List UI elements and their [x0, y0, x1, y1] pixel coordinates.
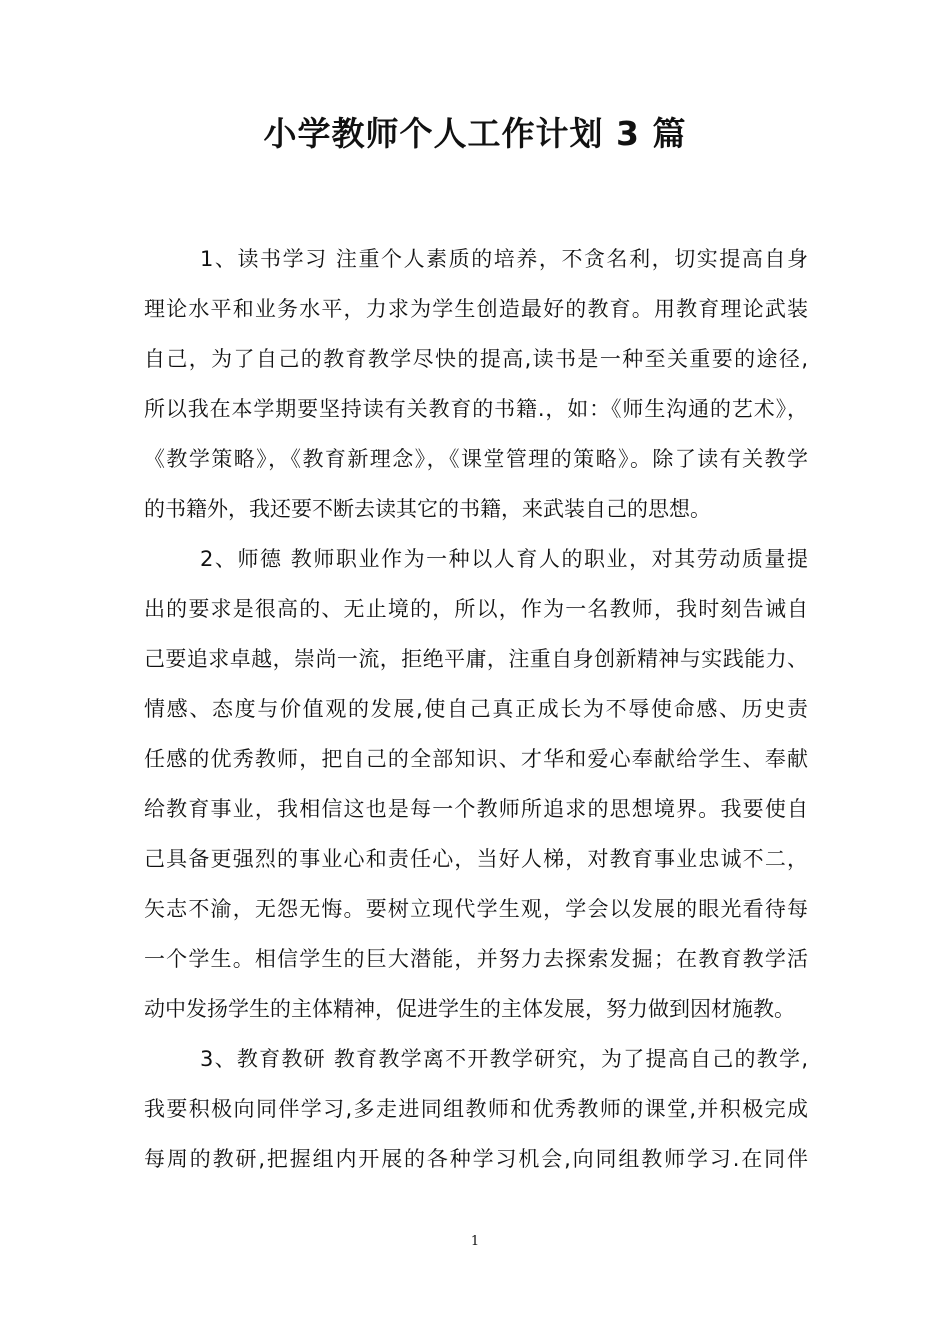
- paragraph-line: 动中发扬学生的主体精神，促进学生的主体发展，努力做到因材施教。: [144, 997, 795, 1021]
- document-title: 小学教师个人工作计划 3 篇: [263, 114, 687, 153]
- paragraph-line: 情感、态度与价值观的发展,使自己真正成长为不辱使命感、历史责: [144, 697, 808, 721]
- paragraph-line: 《教学策略》，《教育新理念》，《课堂管理的策略》。除了读有关教学: [144, 447, 808, 471]
- paragraph-line: 己具备更强烈的事业心和责任心，当好人梯，对教育事业忠诚不二，: [144, 847, 808, 871]
- paragraph-line: 一个学生。相信学生的巨大潜能，并努力去探索发掘；在教育教学活: [144, 947, 808, 971]
- paragraph-line: 矢志不渝，无怨无悔。要树立现代学生观，学会以发展的眼光看待每: [144, 897, 808, 921]
- paragraph-line: 所以我在本学期要坚持读有关教育的书籍.，如：《师生沟通的艺术》，: [144, 397, 808, 421]
- paragraph-line: 己要追求卓越，崇尚一流，拒绝平庸，注重自身创新精神与实践能力、: [144, 647, 808, 671]
- paragraph-line: 给教育事业，我相信这也是每一个教师所追求的思想境界。我要使自: [144, 797, 808, 821]
- paragraph-line: 我要积极向同伴学习,多走进同组教师和优秀教师的课堂,并积极完成: [144, 1097, 808, 1121]
- page-number: 1: [470, 1234, 480, 1249]
- paragraph-line: 的书籍外，我还要不断去读其它的书籍，来武装自己的思想。: [144, 497, 711, 521]
- paragraph-line: 每周的教研,把握组内开展的各种学习机会,向同组教师学习.在同伴: [144, 1147, 808, 1171]
- paragraph-line: 任感的优秀教师，把自己的全部知识、才华和爱心奉献给学生、奉献: [144, 747, 808, 771]
- document-body: [144, 234, 808, 1184]
- paragraph-line: 1、读书学习 注重个人素质的培养，不贪名利，切实提高自身: [200, 247, 808, 271]
- paragraph-line: 出的要求是很高的、无止境的，所以，作为一名教师，我时刻告诫自: [144, 597, 808, 621]
- paragraph-line: 理论水平和业务水平，力求为学生创造最好的教育。用教育理论武装: [144, 297, 808, 321]
- paragraph-line: 2、师德 教师职业作为一种以人育人的职业，对其劳动质量提: [200, 547, 808, 571]
- paragraph-line: 3、教育教研 教育教学离不开教学研究，为了提高自己的教学,: [200, 1047, 808, 1071]
- paragraph-line: 自己，为了自己的教育教学尽快的提高,读书是一种至关重要的途径,: [144, 347, 808, 371]
